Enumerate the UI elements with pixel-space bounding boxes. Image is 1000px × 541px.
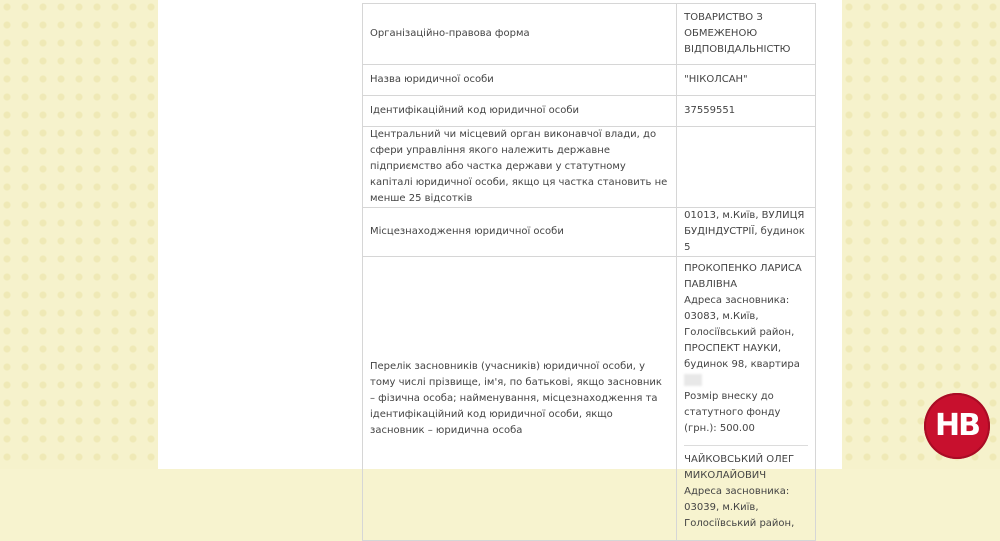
row-value: 01013, м.Київ, ВУЛИЦЯ БУДІНДУСТРІЇ, будинок 5 [677,208,816,257]
founders-label: Перелік засновників (учасників) юридичної особи, у тому числі прізвище, ім'я, по батькові, якщо засновник – фізична особа; найменування, місцезнаходження та ідентифікаційний код юридичної особи, якщо засновник – юридична особа [363,257,677,541]
row-label: Центральний чи місцевий орган виконавчої влади, до сфери управління якого належить державне підприємство або частка держави у статутному капіталі юридичної особи, якщо ця частка становить не менше 25 відсотків [363,127,677,208]
table-row [363,4,816,65]
founder-contribution: Розмір внеску до статутного фонду (грн.): 500.00 [684,391,781,434]
table-row [363,65,816,96]
nv-logo[interactable]: НВ [924,393,990,459]
row-value: "НІКОЛСАН" [677,65,816,96]
row-value: ТОВАРИСТВО З ОБМЕЖЕНОЮ ВІДПОВІДАЛЬНІСТЮ [677,4,816,65]
founder-record [684,446,808,540]
redacted-value [684,374,702,386]
founders-list [677,257,816,541]
row-value: 37559551 [677,96,816,127]
table-row [363,208,816,257]
table-row [363,96,816,127]
founder-record [684,257,808,446]
founder-address: Адреса засновника: 03039, м.Київ, Голосіївський район, [684,486,795,529]
content-panel [158,0,842,529]
row-value [677,127,816,208]
founder-address: Адреса засновника: 03083, м.Київ, Голосіївський район, ПРОСПЕКТ НАУКИ, будинок 98, квартира [684,293,808,389]
founder-name: ЧАЙКОВСЬКИЙ ОЛЕГ МИКОЛАЙОВИЧ [684,454,795,481]
row-label: Назва юридичної особи [363,65,677,96]
row-label: Місцезнаходження юридичної особи [363,208,677,257]
founder-name: ПРОКОПЕНКО ЛАРИСА ПАВЛІВНА [684,263,802,290]
row-label: Організаційно-правова форма [363,4,677,65]
table-row-founders [363,257,816,541]
registry-table [362,3,816,541]
table-row [363,127,816,208]
page-background-left [0,0,158,469]
row-label: Ідентифікаційний код юридичної особи [363,96,677,127]
